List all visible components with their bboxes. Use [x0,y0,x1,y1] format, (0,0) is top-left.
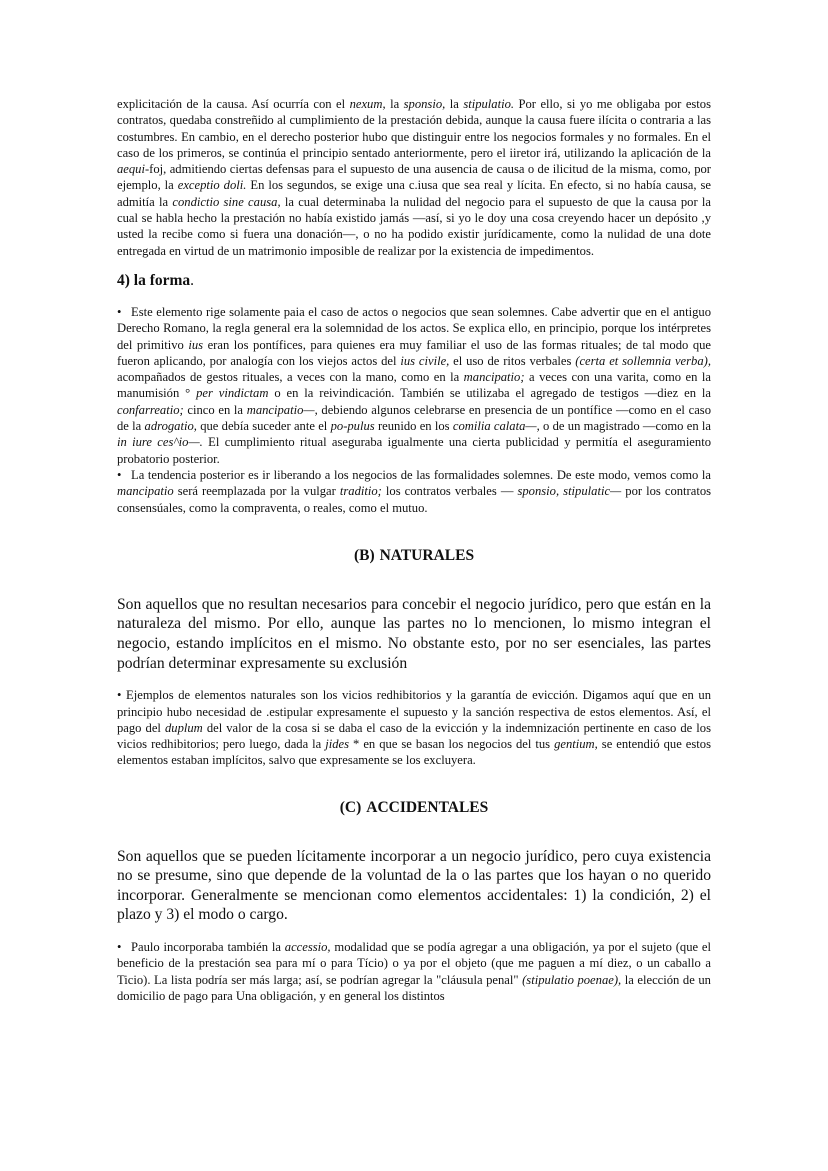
paragraph-accidentales: Son aquellos que se pueden lícitamente incorporar a un negocio jurídico, pero cuya existencia no se presume, sino que depende de la voluntad de la o las partes que los hayan o no querido incorporar. Generalmente se mencionan como elementos accidentales: 1) la condición, 2) el plazo y 3) el modo o cargo. [117,847,711,924]
italic-term-stipulatio: stipulatio. [463,97,515,111]
text-run: modalidad que se podía agregar a una obligación, ya por el sujeto (que el beneficio de la prestación sea para mí o para Tício) o ya por el objeto (que me paguen a mí diez, o un caballo a Ticio). La lista podría ser más larga; así, se podrían agregar la "cláusula penal" [117,940,711,987]
text-run: Paulo incorporaba también la [131,940,285,955]
italic-term: mancipatio [117,484,174,499]
italic-term: (certa et sollemnia verba), [575,353,711,368]
forma-bullet-2 [117,467,711,516]
italic-term-exceptio-doli: exceptio doli. [177,178,247,193]
italic-term: ius [188,337,204,352]
italic-term: comilia calata—, [452,419,540,434]
italic-term: mancipatio; [463,370,525,385]
heading-accidentales [117,799,711,817]
italic-term: ius civile, [400,353,450,368]
text-run: o de un magistrado —como en la [539,419,712,434]
heading-naturales-prefix: (B) [353,546,375,564]
text-run: el uso de ritos verbales [449,353,576,368]
text-run: la [385,97,404,111]
text-run: o en la reivindicación. También se utilizaba el agregado de testigos —diez en la [268,386,711,401]
heading-naturales-title: NATURALES [379,546,475,564]
forma-bullet-1 [117,304,711,467]
italic-term: sponsio, stipulatic— [517,484,622,499]
italic-term-sponsio: sponsio, [403,97,446,111]
italic-term: in iure ces^io—. [117,435,203,450]
italic-term: mancipatio—, [246,402,318,417]
text-run: la [445,97,464,111]
italic-term: adrogatio, [144,419,197,434]
italic-term: (stipulatio poenae), [522,972,622,987]
text-run: En los segundos, se exige una c.iusa que sea real y lícita. En efecto, si no había causa, se admitía la [117,178,712,209]
accidentales-bullet [117,939,711,1004]
text-run: Por ello, si yo me obligaba por estos contratos, quedaba constreñido al cumplimiento de la prestación debida, aunque la causa fuere ilícita o contraria a las costumbres. En cambio, en el derecho posterior hubo que distinguir entre los negocios formales y no formales. En el caso de los primeros, se continúa el principio sentado anteriormente, pero el iiretor irá, utilizando la aplicación de la [117,97,712,160]
text-run: será reemplazada por la vulgar [173,484,340,499]
italic-term: gentium, [554,737,598,752]
text-run: La tendencia posterior es ir liberando a los negocios de las formalidades solemnes. De este modo, vemos como la [131,467,711,482]
text-run: a veces con una varita, como en la manumisión ° [117,370,711,401]
italic-term: per vindictam [196,386,269,401]
paragraph-naturales: Son aquellos que no resultan necesarios para concebir el negocio jurídico, pero que están en la naturaleza del mismo. Por ello, aunque las partes no lo mencionen, lo mismo integran el negocio, estando implícitos en el mismo. No obstante esto, por no ser esenciales, las partes podrían determinar expresamente su exclusión [117,595,711,672]
paragraph-causa [117,96,711,259]
bullet-marker: • [117,467,122,482]
text-run: El cumplimiento ritual aseguraba igualmente una cierta publicidad y permitía el aseguramiento probatorio posterior. [117,435,711,466]
text-run: Este elemento rige solamente paia el caso de actos o negocios que sean solemnes. Cabe advertir que en el antiguo Derecho Romano, la regla general era la solemnidad de los actos. Se explica ello, en principio, porque los intérpretes del primitivo [117,304,711,352]
text-run: se entendió que estos elementos estaban implícitos, salvo que expresamente se los excluyera. [117,737,711,768]
text-run: debiendo algunos celebrarse en presencia de un pontífice —como en el caso de la [117,402,711,434]
text-run: que debía suceder ante el [196,419,331,434]
heading-naturales [117,547,711,565]
text-run: acompañados de gestos rituales, a veces con la mano, como en la [117,370,464,385]
italic-term: duplum [164,720,203,735]
italic-term-aequi: aequi [117,162,145,177]
text-run: explicitación de la causa. Así ocurría con el [117,97,350,111]
italic-term: traditio; [339,484,382,499]
italic-term: confarreatio; [117,402,184,417]
text-run: por los contratos consensúales, como la compraventa, o reales, como el mutuo. [117,484,712,515]
italic-term: jides [325,737,350,752]
bullet-marker: • [117,304,122,319]
text-run: reunido en los [374,419,453,434]
heading-forma-text: 4) la forma [117,271,191,289]
text-run: la cual determinaba la nulidad del negocio para el supuesto de que la causa por la cual se habla hecho la prestación no había existido jamás —así, si yo le doy una cosa creyendo hacer un depósito ,y usted la recibe como si fuera una donación—, o no ha podido existir jurídicamente, como la nulidad de una dote entregada en virtud de un matrimonio imposible de realizar por la existencia de impedimentos. [117,194,711,258]
text-run: los contratos verbales — [381,484,518,499]
text-run: la elección de un domicilio de pago para Una obligación, y en general los distintos [117,972,711,1003]
italic-term: po-pulus [330,419,375,434]
heading-accidentales-prefix: (C) [339,798,362,816]
text-run: del valor de la cosa si se daba el caso de la evicción y la indemnización pertinente en caso de los vicios redhibitorios; pero luego, dada la [117,720,711,752]
italic-term-condictio: condictio sine causa, [172,194,281,209]
italic-term-nexum: nexum, [349,97,386,111]
naturales-bullet [117,687,711,768]
text-run: cinco en la [183,402,247,417]
text-run: eran los pontífices, para quienes era muy familiar el uso de las formas rituales; de tal modo que fueron aplicando, por analogía con los viejos actos del [117,337,712,368]
heading-forma [117,272,711,290]
heading-forma-period: . [190,271,195,289]
text-run: -foj, admitiendo ciertas defensas para el supuesto de una ausencia de causa o de ilicitud de la misma, como, por ejemplo, la [117,162,711,193]
bullet-marker: • [117,940,122,955]
document-page [117,96,711,1004]
text-run: • Ejemplos de elementos naturales son los vicios redhibitorios y la garantía de evicción. Digamos aquí que en un principio hubo necesidad de .estipular expresamente el supuesto y la sanción respectiva de estos elementos. Así, el pago del [117,688,711,735]
italic-term: accessio, [284,940,331,955]
heading-accidentales-title: ACCIDENTALES [366,798,489,816]
text-run: * en que se basan los negocios del tus [349,737,555,752]
